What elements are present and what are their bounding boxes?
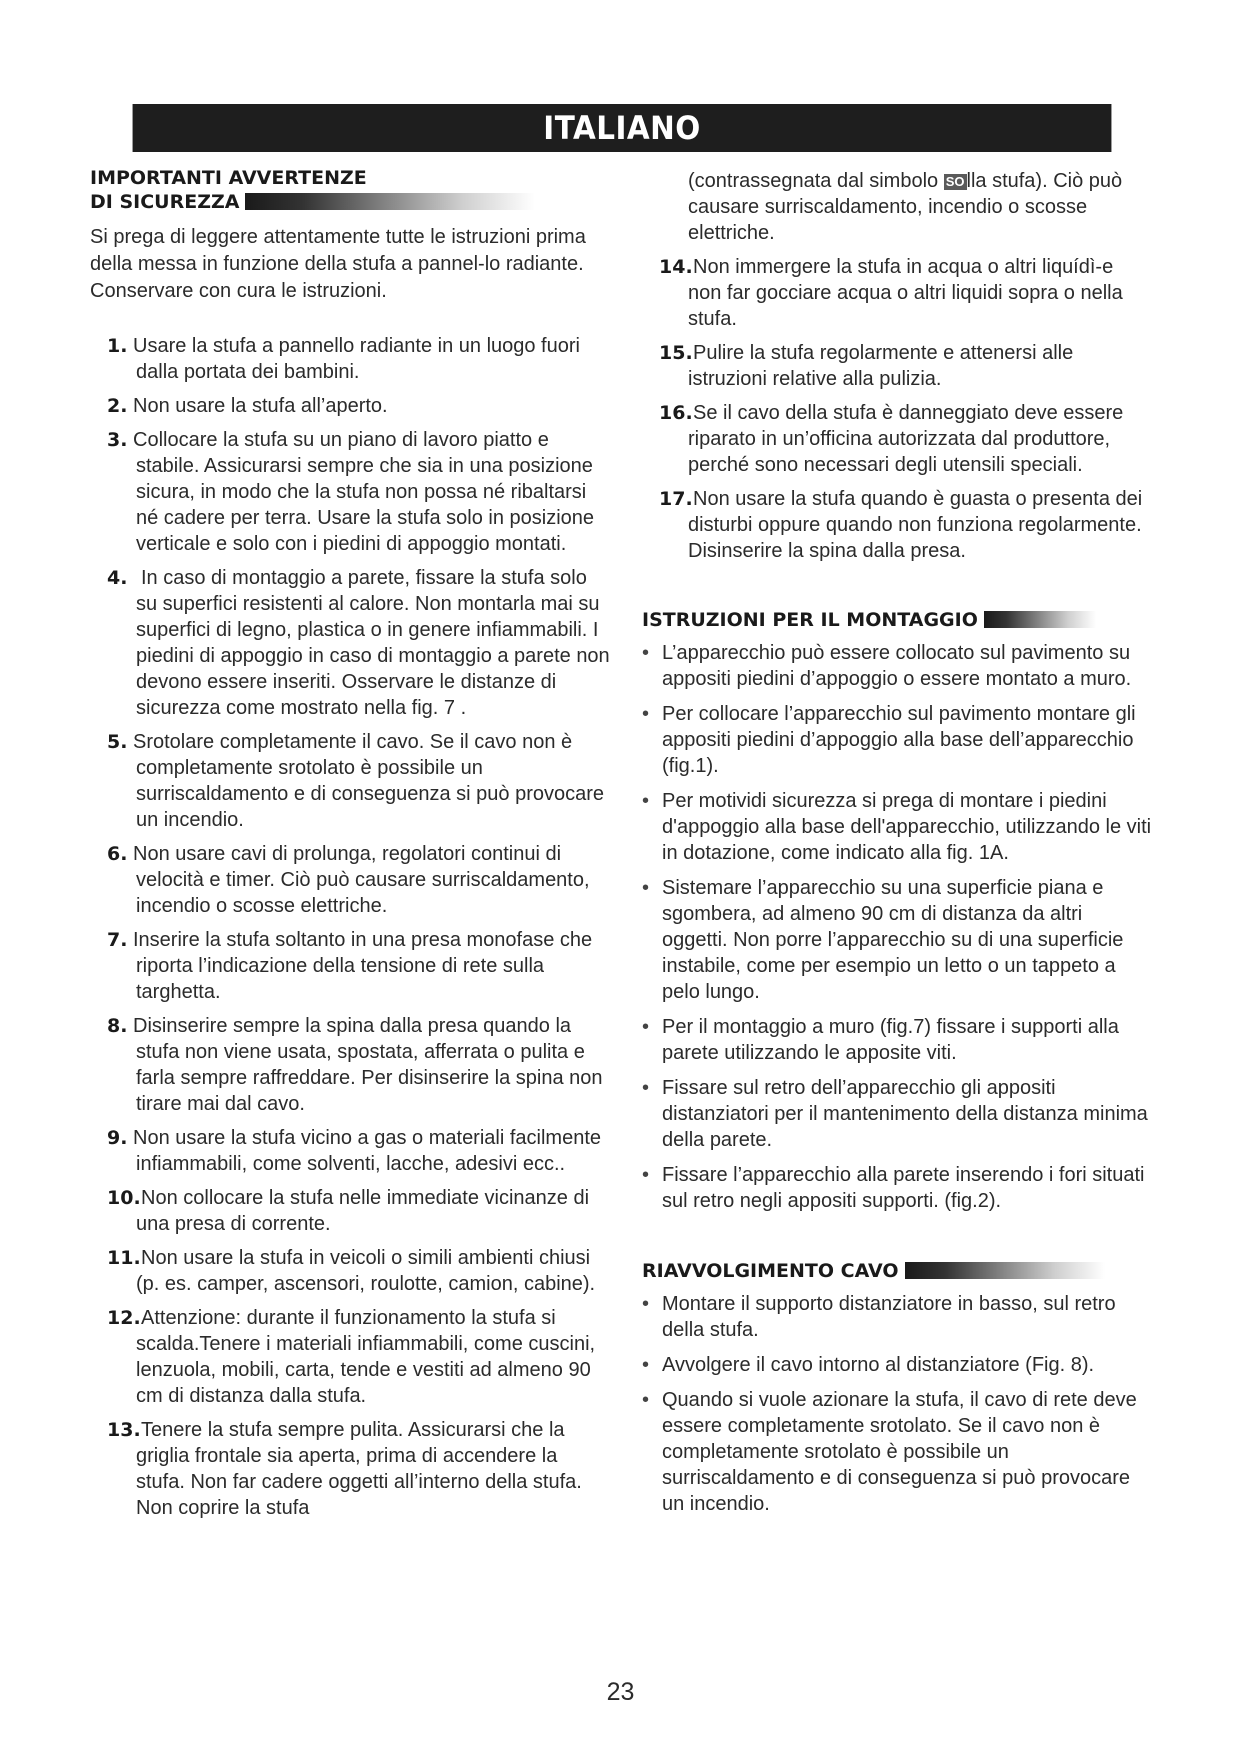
heater-symbol-icon: SO	[945, 174, 965, 189]
right-column	[642, 168, 1152, 1526]
item-text: Collocare la stufa su un piano di lavoro piatto e stabile. Assicurarsi sempre che sia in una posizione sicura, in modo che la stufa non possa né ribaltarsi né cadere per terra. Usare la stufa solo in posizione verticale e solo con i piedini di appoggio montati.	[133, 429, 595, 555]
mounting-heading-text: ISTRUZIONI PER IL MONTAGGIO	[642, 609, 978, 631]
item-number: 8.	[107, 1015, 128, 1037]
item-number: 6.	[107, 843, 128, 865]
mounting-item: • L’apparecchio può essere collocato sul pavimento su appositi piedini d’appoggio o essere montato a muro.	[642, 640, 1152, 692]
safety-item	[642, 400, 1152, 478]
spacer	[642, 572, 1152, 608]
continuation-text-end: lla stufa). Ciò può causare surriscaldamento, incendio o scosse elettriche.	[688, 170, 1123, 244]
cord-rewind-heading	[642, 1259, 1152, 1283]
item-text: Non usare la stufa all’aperto.	[133, 395, 388, 417]
safety-item	[90, 1125, 610, 1177]
item-number: 17.	[659, 488, 693, 510]
item-number: 5.	[107, 731, 128, 753]
safety-item	[642, 340, 1152, 392]
safety-heading-line1: IMPORTANTI AVVERTENZE	[90, 167, 367, 189]
safety-list	[90, 333, 610, 1521]
spacer	[642, 1223, 1152, 1259]
safety-item	[642, 486, 1152, 564]
item-text: Non collocare la stufa nelle immediate vicinanze di una presa di corrente.	[136, 1187, 590, 1235]
item-13-continuation	[642, 168, 1152, 246]
mounting-item: • Fissare sul retro dell’apparecchio gli appositi distanziatori per il mantenimento della distanza minima della parete.	[642, 1075, 1152, 1153]
item-text: Non usare la stufa in veicoli o simili ambienti chiusi (p. es. camper, ascensori, roulotte, camion, cabine).	[136, 1247, 596, 1295]
item-text: Non usare cavi di prolunga, regolatori continui di velocità e timer. Ciò può causare surriscaldamento, incendio o scosse elettriche.	[133, 843, 590, 917]
item-number: 9.	[107, 1127, 128, 1149]
item-text: Attenzione: durante il funzionamento la stufa si scalda.Tenere i materiali infiammabili, come cuscini, lenzuola, mobili, carta, tende e vestiti ad almeno 90 cm di distanza dalla stufa.	[136, 1307, 596, 1407]
item-text: Non usare la stufa vicino a gas o materiali facilmente infiammabili, come solventi, lacche, adesivi ecc..	[133, 1127, 602, 1175]
safety-item	[642, 254, 1152, 332]
safety-item	[90, 1185, 610, 1237]
item-number: 1.	[107, 335, 128, 357]
safety-item	[90, 1245, 610, 1297]
item-text: In caso di montaggio a parete, fissare la stufa solo su superfici resistenti al calore. Non montarla mai su superfici di legno, plastica o in genere infiammabili. I piedini di appoggio in caso di montaggio a parete non devono essere inseriti. Osservare le distanze di sicurezza come mostrato nella fig. 7 .	[136, 567, 610, 719]
safety-item	[90, 927, 610, 1005]
item-text: Disinserire sempre la spina dalla presa quando la stufa non viene usata, spostata, afferrata o pulita e farla sempre raffreddare. Per disinserire la spina non tirare mai dal cavo.	[133, 1015, 603, 1115]
item-text: Srotolare completamente il cavo. Se il cavo non è completamente srotolato è possibile un surriscaldamento e di conseguenza si può provocare un incendio.	[133, 731, 605, 831]
safety-list-continued	[642, 254, 1152, 564]
item-number: 11.	[107, 1247, 141, 1269]
safety-intro: Si prega di leggere attentamente tutte le istruzioni prima della messa in funzione della stufa a pannel-lo radiante. Conservare con cura le istruzioni.	[90, 226, 586, 302]
mounting-item: • Fissare l’apparecchio alla parete inserendo i fori situati sul retro negli appositi supporti. (fig.2).	[642, 1162, 1152, 1214]
safety-item	[90, 1013, 610, 1117]
page-number: 23	[606, 1678, 635, 1706]
safety-item	[90, 427, 610, 557]
item-number: 10.	[107, 1187, 141, 1209]
cord-rewind-item: • Montare il supporto distanziatore in basso, sul retro della stufa.	[642, 1291, 1152, 1343]
safety-heading	[90, 166, 610, 214]
item-text: Tenere la stufa sempre pulita. Assicurarsi che la griglia frontale sia aperta, prima di accendere la stufa. Non far cadere oggetti all’interno della stufa. Non coprire la stufa	[136, 1419, 582, 1519]
safety-item	[90, 393, 610, 419]
item-number: 13.	[107, 1419, 141, 1441]
mounting-item: • Sistemare l’apparecchio su una superficie piana e sgombera, ad almeno 90 cm di distanza da altri oggetti. Non porre l’apparecchio su di una superficie instabile, come per esempio un letto o un tappeto a pelo lungo.	[642, 875, 1152, 1005]
mounting-heading	[642, 608, 1152, 632]
item-number: 14.	[659, 256, 693, 278]
safety-item	[90, 729, 610, 833]
continuation-text-start: (contrassegnata dal simbolo	[688, 170, 939, 192]
safety-item	[90, 333, 610, 385]
cord-rewind-list	[642, 1291, 1152, 1517]
item-text: Se il cavo della stufa è danneggiato deve essere riparato in un’officina autorizzata dal produttore, perché sono necessari degli utensili speciali.	[688, 402, 1124, 476]
heading-gradient-bar	[245, 193, 535, 210]
safety-item	[90, 841, 610, 919]
left-column	[90, 166, 610, 1529]
item-number: 2.	[107, 395, 128, 417]
item-number: 4.	[107, 567, 128, 589]
mounting-item: • Per il montaggio a muro (fig.7) fissare i supporti alla parete utilizzando le apposite viti.	[642, 1014, 1152, 1066]
item-number: 16.	[659, 402, 693, 424]
safety-heading-line2: DI SICUREZZA	[90, 191, 240, 213]
mounting-item: • Per collocare l’apparecchio sul pavimento montare gli appositi piedini d’appoggio alla base dell’apparecchio (fig.1).	[642, 701, 1152, 779]
item-text: Usare la stufa a pannello radiante in un luogo fuori dalla portata dei bambini.	[133, 335, 580, 383]
item-number: 3.	[107, 429, 128, 451]
mounting-item: • Per motividi sicurezza si prega di montare i piedini d'appoggio alla base dell'apparecchio, utilizzando le viti in dotazione, come indicato alla fig. 1A.	[642, 788, 1152, 866]
cord-rewind-item: • Avvolgere il cavo intorno al distanziatore (Fig. 8).	[642, 1352, 1152, 1378]
item-text: Non immergere la stufa in acqua o altri liquídì-e non far gocciare acqua o altri liquidi sopra o nella stufa.	[688, 256, 1123, 330]
mounting-list	[642, 640, 1152, 1214]
heading-gradient-bar	[984, 611, 1096, 628]
item-text: Inserire la stufa soltanto in una presa monofase che riporta l’indicazione della tensione di rete sulla targhetta.	[133, 929, 593, 1003]
item-text: Pulire la stufa regolarmente e attenersi alle istruzioni relative alla pulizia.	[688, 342, 1074, 390]
safety-item	[90, 1417, 610, 1521]
language-banner: ITALIANO	[133, 104, 1112, 152]
safety-item	[90, 565, 610, 721]
cord-rewind-item: • Quando si vuole azionare la stufa, il cavo di rete deve essere completamente srotolato. Se il cavo non è completamente srotolato è possibile un surriscaldamento e di conseguenza si può provocare un incendio.	[642, 1387, 1152, 1517]
item-number: 15.	[659, 342, 693, 364]
item-number: 7.	[107, 929, 128, 951]
item-text: Non usare la stufa quando è guasta o presenta dei disturbi oppure quando non funziona regolarmente. Disinserire la spina dalla presa.	[688, 488, 1143, 562]
item-number: 12.	[107, 1307, 141, 1329]
safety-item	[90, 1305, 610, 1409]
cord-rewind-heading-text: RIAVVOLGIMENTO CAVO	[642, 1260, 899, 1282]
heading-gradient-bar	[905, 1262, 1105, 1279]
